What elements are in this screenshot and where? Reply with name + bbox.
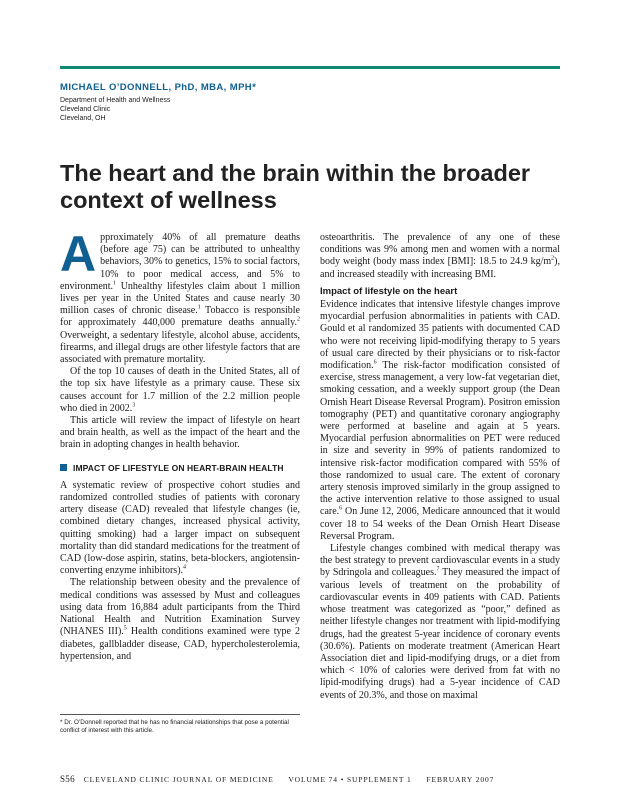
article-title: The heart and the brain within the broader context of wellness <box>60 160 531 213</box>
subheading: Impact of lifestyle on the heart <box>320 285 458 297</box>
paragraph: osteoarthritis. The prevalence of any one of these conditions was 9% among men and women with a normal body weight (body mass index [BMI]: 18.5 to 24.9 $kg/m^2$), and increased steadily with increasing BMI. <box>320 232 560 280</box>
superscript: 2 <box>551 256 555 263</box>
paragraph: The relationship between obesity and the prevalence of medical conditions was assessed by Must and colleagues using data from 16,884 adult participants from the Third National Health and Nutrition Examination Survey (NHANES III).$^5$ Health conditions examined were type 2 diabetes, gallbladder disease, CAD, hypercholesterolemia, hypertension, and <box>60 577 300 662</box>
reference-marker: 1 <box>113 280 117 287</box>
reference-marker: 6 <box>373 359 377 366</box>
drop-cap: A <box>60 226 97 282</box>
issue-date: FEBRUARY 2007 <box>426 775 495 784</box>
paragraph: Evidence indicates that intensive lifestyle changes improve myocardial perfusion abnormalities in patients with CAD. Gould et al randomized 35 patients with documented CAD who were not receiving lipid-modifying therapy to 5 years of usual care directed by their physicians or to risk-factor modification.$^6$ The risk-factor modification consisted of exercise, stress management, a very low-fat vegetarian diet, smoking cessation, and a weekly support group (the Dean Ornish Heart Disease Reversal Program). Positron emission tomography (PET) and quantitative coronary angiography were performed at baseline and again at 5 years. Myocardial perfusion abnormalities on PET were reduced in size and severity in 99% of patients randomized to intensive risk-factor modification compared with 55% of those randomized to usual care. The extent of coronary artery stenosis improved similarly in the group assigned to the active intervention relative to those assigned to usual care.$^6$ On June 12, 2006, Medicare announced that it would cover 18 to 54 weeks of the Dean Ornish Heart Disease Reversal Program. <box>320 299 560 542</box>
section-square-icon <box>60 464 67 471</box>
column-right <box>320 232 560 702</box>
footnote: * Dr. O’Donnell reported that he has no financial relationships that pose a potential conflict of interest with this article. <box>60 719 289 734</box>
journal-name: CLEVELAND CLINIC JOURNAL OF MEDICINE <box>83 775 274 784</box>
column-left <box>60 226 301 663</box>
affiliation-department: Department of Health and Wellness <box>60 97 171 104</box>
page-footer <box>60 774 494 784</box>
reference-marker: 7 <box>436 567 440 574</box>
reference-marker: 3 <box>132 402 136 409</box>
intro-paragraph: Approximately 40% of all premature deaths (before age 75) can be attributed to unhealthy behaviors, 30% to genetics, 15% to social factors, 10% to poor medical access, and 5% to environment.$^1$ Unhealthy lifestyles claim about 1 million lives per year in the United States and cause nearly 30 million cases of chronic disease.$^1$ Tobacco is responsible for approximately 440,000 premature deaths annually.$^2$ Overweight, a sedentary lifestyle, alcohol abuse, accidents, firearms, and illegal drugs are other lifestyle factors that are associated with premature mortality. <box>60 226 301 366</box>
reference-marker: 1 <box>197 304 201 311</box>
volume-info: VOLUME 74 • SUPPLEMENT 1 <box>288 775 412 784</box>
reference-marker: 5 <box>123 625 127 632</box>
affiliation-institution: Cleveland Clinic <box>60 106 111 113</box>
reference-marker: 2 <box>297 317 300 324</box>
page-number: S56 <box>60 774 75 784</box>
header-rule <box>60 66 560 69</box>
paragraph: A systematic review of prospective cohort studies and randomized controlled studies of patients with coronary artery disease (CAD) revealed that lifestyle changes (ie, combined dietary changes, increased physical activity, quitting smoking) had a larger impact on subsequent mortality than did standard medications for the treatment of CAD (low-dose aspirin, statins, beta-blockers, angiotensin-converting enzyme inhibitors).$^4$ <box>60 479 300 577</box>
paragraph: Of the top 10 causes of death in the United States, all of the top six have lifestyle as a primary cause. These six causes account for 1.7 million of the 2.2 million people who died in 2002.$^3$ <box>60 366 300 414</box>
author-name: MICHAEL O’DONNELL, PhD, MBA, MPH* <box>60 82 257 93</box>
paragraph: Lifestyle changes combined with medical therapy was the best strategy to prevent cardiovascular events in a study by Sdringola and colleagues.$^7$ They measured the impact of various levels of treatment on the probability of cardiovascular events in 409 patients with CAD. Patients whose treatment was categorized as “poor,” defined as neither lifestyle changes nor treatment with lipid-modifying drugs, had the greatest 5-year incidence of coronary events (30.6%). Patients on moderate treatment (American Heart Association diet and lipid-modifying drugs, or a diet from which < 10% of calories were derived from fat with no lipid-modifying drugs) had a 5-year incidence of CAD events of 20.3%, and those on maximal <box>320 543 560 701</box>
reference-marker: 6 <box>339 506 343 513</box>
footnote-rule <box>60 714 300 715</box>
reference-marker: 4 <box>183 564 187 571</box>
affiliation-location: Cleveland, OH <box>60 115 106 122</box>
section-heading: IMPACT OF LIFESTYLE ON HEART-BRAIN HEALTH <box>60 462 300 474</box>
paragraph: This article will review the impact of lifestyle on heart and brain health, as well as the impact of the heart and the brain in adopting changes in health behavior. <box>60 415 300 451</box>
